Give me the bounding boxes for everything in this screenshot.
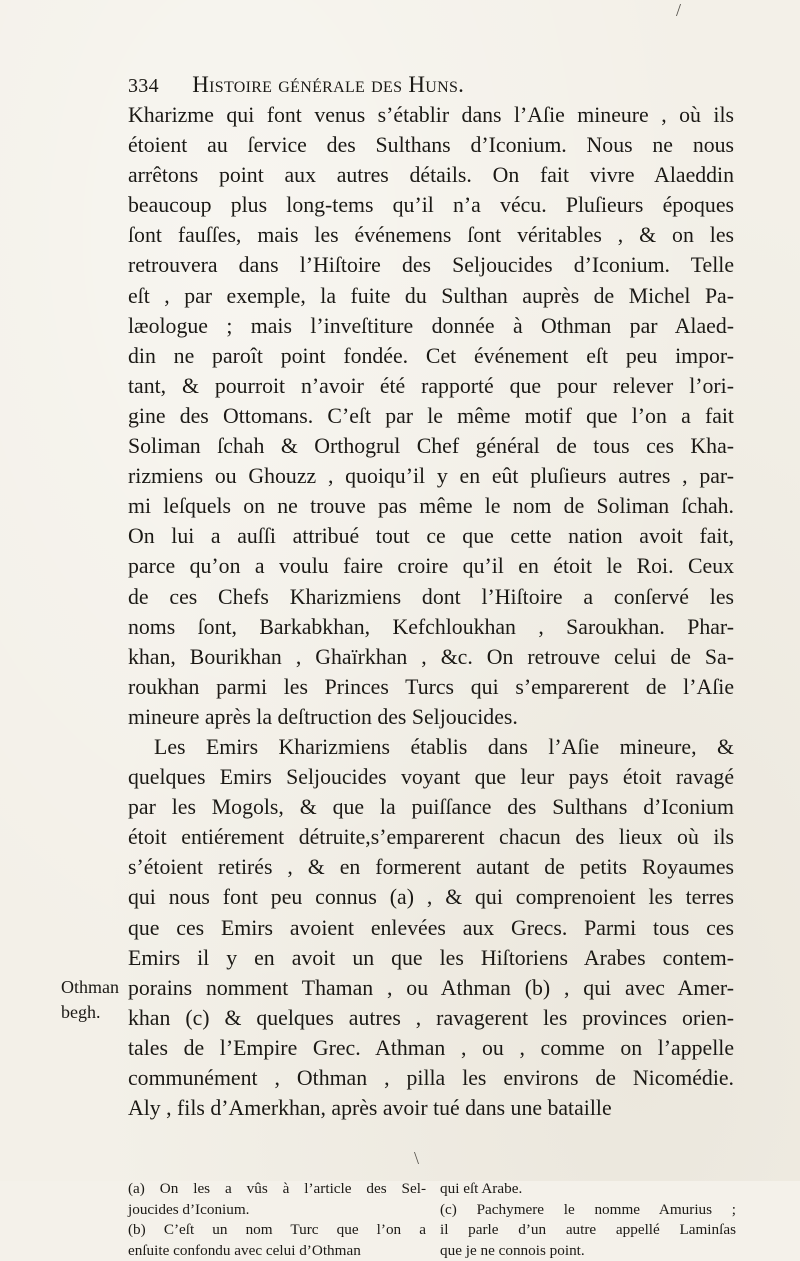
stray-mark-bottom: \	[414, 1148, 419, 1169]
body-line: ſont fauſſes, mais les événemens ſont véritables , & on les	[128, 220, 734, 250]
footnote-line: (b) C’eſt un nom Turc que l’on a	[128, 1220, 426, 1241]
body-line: retrouvera dans l’Hiſtoire des Seljoucides d’Iconium. Telle	[128, 250, 734, 280]
footnotes-right-column	[440, 1179, 736, 1261]
body-line: arrêtons point aux autres détails. On fait vivre Alaeddin	[128, 160, 734, 190]
body-line: qui nous font peu connus (a) , & qui comprenoient les terres	[128, 882, 734, 912]
footnote-line: il parle d’un autre appellé Laminſas	[440, 1220, 736, 1241]
body-line: Kharizme qui font venus s’établir dans l’Aſie mineure , où ils	[128, 100, 734, 130]
body-line: din ne paroît point fondée. Cet événement eſt peu impor-	[128, 341, 734, 371]
footnote-line: (c) Pachymere le nomme Amurius ;	[440, 1200, 736, 1221]
page-number: 334	[128, 75, 159, 97]
body-line: de ces Chefs Kharizmiens dont l’Hiſtoire a conſervé les	[128, 582, 734, 612]
body-line: læologue ; mais l’inveſtiture donnée à Othman par Alaed-	[128, 311, 734, 341]
body-line: quelques Emirs Seljoucides voyant que leur pays étoit ravagé	[128, 762, 734, 792]
body-line: roukhan parmi les Princes Turcs qui s’emparerent de l’Aſie	[128, 672, 734, 702]
body-line: parce qu’on a voulu faire croire qu’il en étoit le Roi. Ceux	[128, 551, 734, 581]
stray-mark-top-right: /	[676, 0, 681, 21]
body-line: rizmiens ou Ghouzz , quoiqu’il y en eût pluſieurs autres , par-	[128, 461, 734, 491]
body-line: par les Mogols, & que la puiſſance des Sulthans d’Iconium	[128, 792, 734, 822]
body-line: eſt , par exemple, la fuite du Sulthan auprès de Michel Pa-	[128, 281, 734, 311]
body-line: noms ſont, Barkabkhan, Kefchloukhan , Saroukhan. Phar-	[128, 612, 734, 642]
running-title: Histoire générale des Huns.	[192, 72, 464, 97]
body-line: mi leſquels on ne trouve pas même le nom de Soliman ſchah.	[128, 491, 734, 521]
footnote-line: joucides d’Iconium.	[128, 1200, 426, 1221]
footnote-line: enſuite confondu avec celui d’Othman	[128, 1241, 426, 1261]
body-line: communément , Othman , pilla les environs de Nicomédie.	[128, 1063, 734, 1093]
body-line: tales de l’Empire Grec. Athman , ou , comme on l’appelle	[128, 1033, 734, 1063]
footnote-line: qui eſt Arabe.	[440, 1179, 736, 1200]
body-line: Aly , fils d’Amerkhan, après avoir tué dans une bataille	[128, 1093, 734, 1123]
body-line: Soliman ſchah & Orthogrul Chef général de tous ces Kha-	[128, 431, 734, 461]
footnotes-left-column	[128, 1179, 426, 1261]
margin-note-line: Othman	[61, 975, 131, 1000]
body-line: Les Emirs Kharizmiens établis dans l’Aſie mineure, &	[128, 732, 734, 762]
margin-note	[61, 975, 131, 1025]
body-line: khan, Bourikhan , Ghaïrkhan , &c. On retrouve celui de Sa-	[128, 642, 734, 672]
body-line: tant, & pourroit n’avoir été rapporté que pour relever l’ori-	[128, 371, 734, 401]
body-line: beaucoup plus long-tems qu’il n’a vécu. Pluſieurs époques	[128, 190, 734, 220]
body-line: porains nomment Thaman , ou Athman (b) , qui avec Amer-	[128, 973, 734, 1003]
body-line: gine des Ottomans. C’eſt par le même motif que l’on a fait	[128, 401, 734, 431]
footnote-line: (a) On les a vûs à l’article des Sel-	[128, 1179, 426, 1200]
body-text	[128, 100, 734, 1123]
margin-note-line: begh.	[61, 1000, 131, 1025]
body-line: étoit entiérement détruite,s’emparerent chacun des lieux où ils	[128, 822, 734, 852]
footnote-line: que je ne connois point.	[440, 1241, 736, 1261]
body-line: On lui a auſſi attribué tout ce que cette nation avoit fait,	[128, 521, 734, 551]
body-line: khan (c) & quelques autres , ravagerent les provinces orien-	[128, 1003, 734, 1033]
body-line: Emirs il y en avoit un que les Hiſtoriens Arabes contem-	[128, 943, 734, 973]
body-line: étoient au ſervice des Sulthans d’Iconium. Nous ne nous	[128, 130, 734, 160]
body-line: que ces Emirs avoient enlevées aux Grecs. Parmi tous ces	[128, 913, 734, 943]
body-line: s’étoient retirés , & en formerent autant de petits Royaumes	[128, 852, 734, 882]
body-line: mineure après la deſtruction des Seljoucides.	[128, 702, 734, 732]
